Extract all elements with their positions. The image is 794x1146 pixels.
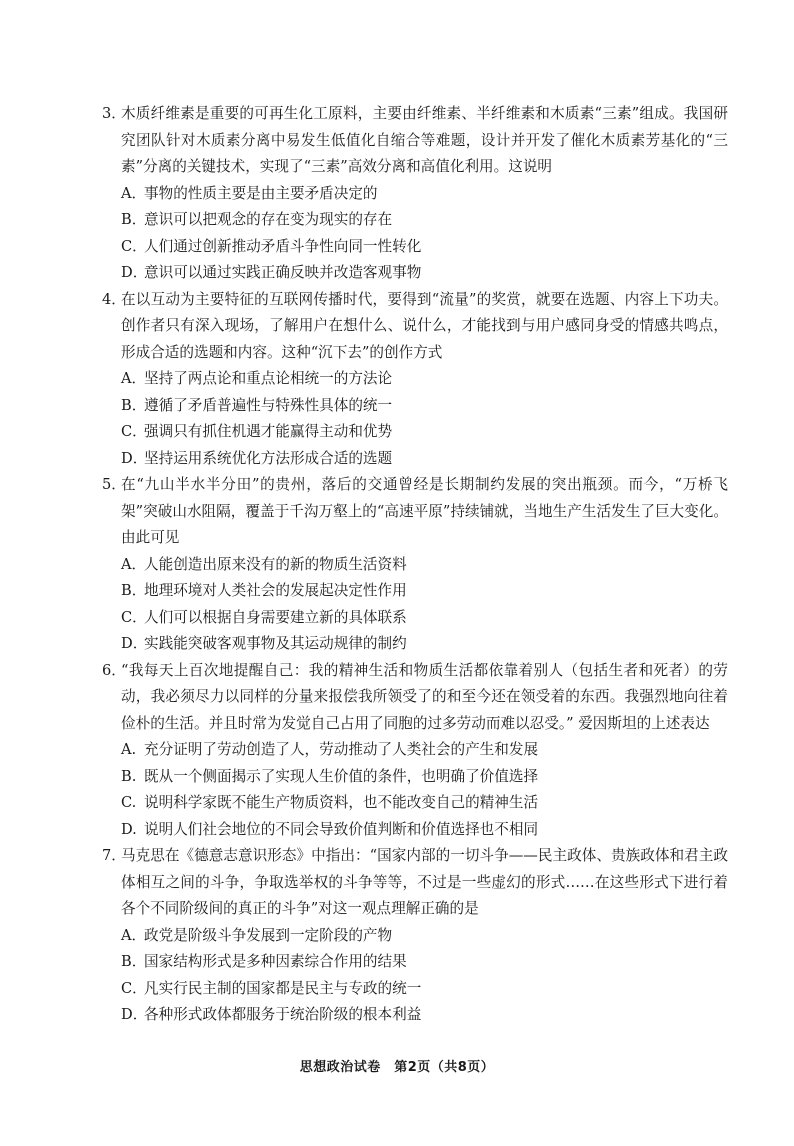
option-text: 强调只有抓住机遇才能赢得主动和优势: [144, 423, 393, 440]
option-text: 人们通过创新推动矛盾斗争性向同一性转化: [144, 237, 422, 255]
question-3: [88, 101, 728, 287]
option-label: A．: [121, 555, 147, 573]
question-stem: [88, 843, 728, 923]
option-list: [88, 366, 728, 472]
question-number: 4．: [102, 290, 126, 308]
option-list: [88, 737, 728, 843]
option-label: A.: [121, 741, 137, 758]
option-label: A．: [121, 370, 147, 387]
option-label: D．: [121, 264, 148, 281]
option-b[interactable]: [88, 764, 728, 791]
option-label: B．: [121, 211, 147, 228]
stem-text: “我每天上百次地提醒自己：我的精神生活和物质生活都依靠着别人（包括生者和死者）的劳动，我必须尽力以同样的分量来报偿我所领受了的和至今还在领受着的东西。我强烈地向往着俭朴的生活。并且时常为发觉自己占用了同胞的过多劳动而难以忍受。” 爱因斯坦的上述表达: [121, 661, 728, 732]
option-d[interactable]: [88, 446, 728, 473]
option-a[interactable]: [88, 923, 728, 950]
option-text: 事物的性质主要是由主要矛盾决定的: [144, 184, 378, 202]
option-text: 人能创造出原来没有的新的物质生活资料: [144, 555, 407, 573]
option-text: 坚持运用系统优化方法形成合适的选题: [144, 449, 393, 467]
page-footer: 思想政治试卷 第2页（共8页）: [299, 1060, 495, 1075]
question-stem: [88, 101, 728, 181]
option-d[interactable]: [88, 817, 728, 844]
option-c[interactable]: [88, 419, 728, 446]
option-label: D．: [121, 635, 148, 652]
option-text: 既从一个侧面揭示了实现人生价值的条件，也明确了价值选择: [144, 767, 539, 785]
question-list: [88, 101, 728, 1029]
option-list: [88, 181, 728, 287]
option-text: 各种形式政体都服务于统治阶级的根本利益: [144, 1006, 422, 1023]
option-b[interactable]: [88, 578, 728, 605]
option-c[interactable]: [88, 976, 728, 1003]
option-text: 意识可以把观念的存在变为现实的存在: [144, 211, 393, 228]
option-text: 人们可以根据自身需要建立新的具体联系: [144, 608, 407, 626]
option-text: 充分证明了劳动创造了人，劳动推动了人类社会的产生和发展: [144, 741, 539, 758]
question-number: 7．: [102, 847, 126, 864]
option-d[interactable]: [88, 260, 728, 287]
option-label: B．: [121, 582, 147, 599]
option-d[interactable]: [88, 631, 728, 658]
question-4: [88, 287, 728, 473]
option-a[interactable]: [88, 366, 728, 393]
option-a[interactable]: [88, 737, 728, 764]
option-b[interactable]: [88, 949, 728, 976]
stem-text: 在“九山半水半分田”的贵州，落后的交通曾经是长期制约发展的突出瓶颈。而今，“万桥飞架”突破山水阻隔，覆盖于千沟万壑上的“高速平原”持续铺就，当地生产生活发生了巨大变化。由此可见: [121, 476, 728, 546]
option-label: C．: [121, 423, 147, 440]
question-stem: [88, 658, 728, 738]
option-list: [88, 923, 728, 1029]
question-7: [88, 843, 728, 1029]
option-a[interactable]: [88, 552, 728, 579]
option-a[interactable]: [88, 181, 728, 208]
option-text: 国家结构形式是多种因素综合作用的结果: [144, 953, 407, 970]
question-number: 5．: [102, 476, 126, 493]
question-6: [88, 658, 728, 844]
option-text: 凡实行民主制的国家都是民主与专政的统一: [144, 979, 422, 997]
option-text: 实践能突破客观事物及其运动规律的制约: [144, 635, 407, 652]
option-text: 坚持了两点论和重点论相统一的方法论: [144, 370, 393, 387]
question-number: 3．: [102, 105, 126, 122]
stem-text: 在以互动为主要特征的互联网传播时代，要得到“流量”的奖赏，就要在选题、内容上下功夫。创作者只有深入现场，了解用户在想什么、说什么，才能找到与用户感同身受的情感共鸣点，形成合适的选题和内容。这种“沉下去”的创作方式: [121, 290, 728, 361]
stem-text: 木质纤维素是重要的可再生化工原料，主要由纤维素、半纤维素和木质素“三素”组成。我国研究团队针对木质素分离中易发生低值化自缩合等难题，设计并开发了催化木质素芳基化的“三素”分离的关键技术，实现了“三素”高效分离和高值化利用。这说明: [121, 105, 728, 175]
option-text: 意识可以通过实践正确反映并改造客观事物: [144, 264, 422, 281]
option-label: C．: [121, 608, 147, 626]
question-5: [88, 472, 728, 658]
option-b[interactable]: [88, 207, 728, 234]
option-c[interactable]: [88, 790, 728, 817]
option-text: 地理环境对人类社会的发展起决定性作用: [144, 582, 407, 599]
option-label: C.: [121, 794, 137, 811]
option-text: 遵循了矛盾普遍性与特殊性具体的统一: [144, 396, 393, 414]
option-label: A．: [121, 926, 147, 944]
option-label: C．: [121, 237, 147, 255]
option-label: D.: [121, 820, 137, 838]
option-label: B.: [121, 767, 137, 785]
option-label: D．: [121, 1006, 148, 1023]
stem-text: 马克思在《德意志意识形态》中指出：“国家内部的一切斗争——民主政体、贵族政体和君主政体相互之间的斗争，争取选举权的斗争等等，不过是一些虚幻的形式……在这些形式下进行着各个不同阶级间的真正的斗争”对这一观点理解正确的是: [121, 847, 728, 917]
option-b[interactable]: [88, 393, 728, 420]
option-label: B．: [121, 953, 147, 970]
question-stem: [88, 472, 728, 552]
option-label: B．: [121, 396, 147, 414]
option-text: 政党是阶级斗争发展到一定阶段的产物: [144, 926, 393, 944]
question-number: 6．: [102, 661, 126, 679]
question-stem: [88, 287, 728, 367]
option-text: 说明科学家既不能生产物质资料，也不能改变自己的精神生活: [144, 794, 539, 811]
option-list: [88, 552, 728, 658]
option-label: A．: [121, 184, 147, 202]
option-c[interactable]: [88, 605, 728, 632]
option-label: C．: [121, 979, 147, 997]
option-text: 说明人们社会地位的不同会导致价值判断和价值选择也不相同: [144, 820, 539, 838]
option-label: D．: [121, 449, 148, 467]
option-c[interactable]: [88, 234, 728, 261]
option-d[interactable]: [88, 1002, 728, 1029]
